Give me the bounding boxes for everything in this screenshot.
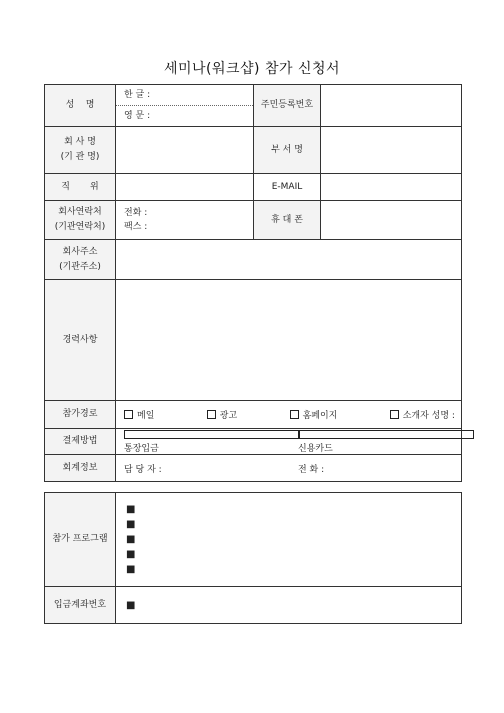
department-label: 부 서 명 — [254, 127, 321, 174]
route-option-referrer[interactable]: 소개자 성명 : — [390, 408, 455, 421]
mobile-field[interactable] — [321, 201, 462, 240]
mobile-label: 휴 대 폰 — [254, 201, 321, 240]
name-korean-field[interactable]: 한 글 : — [124, 90, 151, 100]
program-row — [45, 493, 462, 587]
contact-label-line1: 회사연락처 — [58, 207, 102, 217]
payment-label: 결제방법 — [45, 429, 116, 455]
email-field[interactable] — [321, 174, 462, 201]
name-label: 성 명 — [45, 85, 116, 127]
manager-field[interactable]: 담 당 자 : — [124, 464, 162, 475]
account-field[interactable] — [116, 587, 462, 624]
resident-number-field[interactable] — [321, 85, 462, 127]
phone-field[interactable]: 전화 : — [124, 208, 148, 218]
route-options — [116, 401, 462, 429]
contact-fields — [116, 201, 254, 240]
payment-options — [116, 429, 462, 455]
company-label-line2: (기 관 명) — [60, 152, 100, 162]
program-label: 참가 프로그램 — [45, 493, 116, 587]
checkbox-icon — [390, 410, 399, 419]
bullet-square-icon: ■ — [126, 564, 136, 575]
company-row — [45, 127, 462, 174]
name-english-field[interactable]: 영 문 : — [116, 105, 253, 126]
bullet-square-icon: ■ — [126, 549, 136, 560]
career-label: 경력사항 — [45, 280, 116, 401]
accounting-phone-field[interactable]: 전 화 : — [298, 464, 325, 475]
contact-label-line2: (기관연락처) — [54, 222, 106, 232]
checkbox-icon — [124, 410, 133, 419]
accounting-row — [45, 455, 462, 482]
company-field[interactable] — [116, 127, 254, 174]
checkbox-icon — [298, 430, 474, 439]
address-row — [45, 240, 462, 280]
company-label-line1: 회 사 명 — [64, 137, 96, 147]
payment-row — [45, 429, 462, 455]
address-label-line2: (기관주소) — [59, 261, 101, 272]
position-row — [45, 174, 462, 201]
career-field[interactable] — [116, 280, 462, 401]
bullet-square-icon: ■ — [126, 599, 136, 611]
position-field[interactable] — [116, 174, 254, 201]
email-label: E-MAIL — [254, 174, 321, 201]
fax-field[interactable]: 팩스 : — [124, 222, 148, 232]
route-option-mail[interactable]: 메일 — [124, 408, 154, 421]
program-list[interactable] — [116, 493, 462, 587]
bullet-square-icon: ■ — [126, 504, 136, 515]
checkbox-icon — [290, 410, 299, 419]
application-form-table — [44, 84, 462, 482]
name-row — [45, 85, 462, 127]
payment-option-card[interactable]: 신용카드 — [298, 430, 478, 454]
accounting-label: 회계정보 — [45, 455, 116, 482]
checkbox-icon — [124, 430, 300, 439]
account-label: 입금계좌번호 — [45, 587, 116, 624]
checkbox-icon — [207, 410, 216, 419]
route-row — [45, 401, 462, 429]
route-option-ad[interactable]: 광고 — [207, 408, 237, 421]
accounting-fields — [116, 455, 462, 482]
payment-option-transfer[interactable]: 통장입금 — [124, 430, 298, 454]
company-label — [45, 127, 116, 174]
position-label: 직 위 — [45, 174, 116, 201]
contact-label — [45, 201, 116, 240]
account-row — [45, 587, 462, 624]
bullet-square-icon: ■ — [126, 534, 136, 545]
route-option-homepage[interactable]: 홈페이지 — [290, 408, 338, 421]
address-field[interactable] — [116, 240, 462, 280]
route-label: 참가경로 — [45, 401, 116, 429]
address-label-line1: 회사주소 — [62, 246, 98, 257]
name-fields — [116, 85, 254, 127]
resident-number-label: 주민등록번호 — [254, 85, 321, 127]
department-field[interactable] — [321, 127, 462, 174]
page-title: 세미나(워크샵) 참가 신청서 — [163, 61, 341, 77]
career-row — [45, 280, 462, 401]
contact-row — [45, 201, 462, 240]
address-label — [45, 240, 116, 280]
bullet-square-icon: ■ — [126, 519, 136, 530]
program-table — [44, 492, 462, 624]
